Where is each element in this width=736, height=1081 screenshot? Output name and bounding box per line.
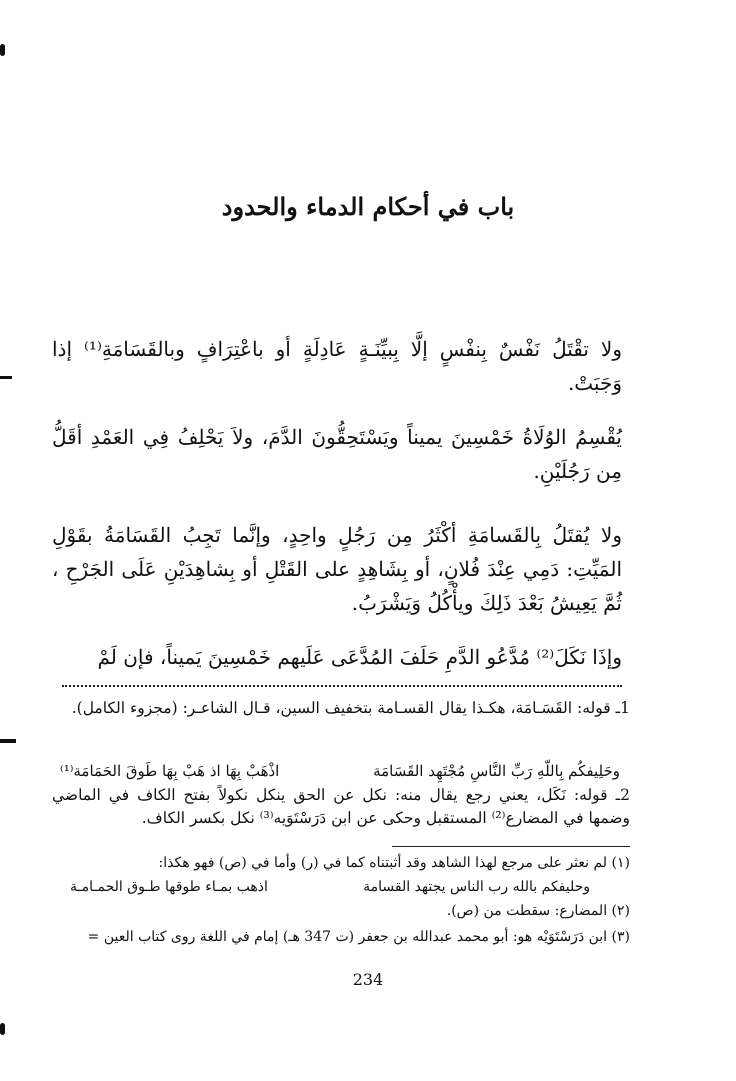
footnote-2: 2ـ قوله: نَكَل، يعني رجع يقال منه: نكل عن الحق ينكل نكولاً بفتح الكاف في الماضي وضمها في المضارع⁽²⁾ المستقبل وحكى عن ابن دَرَسْتَوَيه⁽³⁾ نكل بكسر الكاف. (52, 786, 630, 827)
verse-hemistich: وحليفكم بالله رب الناس يجتهد القسامة (363, 879, 590, 895)
dotted-separator (62, 685, 622, 687)
paragraph-4: وإذَا نَكَلَ⁽²⁾ مُدَّعُو الدَّمِ حَلَفَ المُدَّعَى عَلَيهم خَمْسِينَ يَميناً، فإن لَمْ (97, 645, 622, 669)
verse-hemistich: وحَلِيفكُم بِاللّهِ رَبِّ النَّاسِ مُجْتَهِد القَسَامَة (373, 762, 620, 780)
page-number: 234 (352, 970, 384, 989)
footnote-1: 1ـ قوله: القَسَـامَة، هكـذا يقال القسـامة بتخفيف السين، قـال الشاعـر: (مجزوء الكامل). (71, 699, 630, 717)
scan-edge-mark (0, 739, 16, 743)
editor-note-2: (٢) المضارع: سقطت من (ص). (446, 903, 630, 919)
editor-note-1-verse (70, 876, 590, 898)
verse-hemistich: اذهب بمـاء طوقها طـوق الحمـامـة (70, 879, 268, 895)
paragraph-2: يُقْسِمُ الوُلَاةُ خَمْسِينَ يميناً ويَسْتَحِقُّونَ الدَّمَ، ولاَ يَحْلِفُ فِي العَمْدِ أقَلُّ مِن رَجُلَيْنِ. (52, 425, 622, 483)
footnote-rule (392, 846, 630, 847)
scan-edge-mark (0, 376, 12, 379)
paragraph-3: ولا يُقتَلُ بِالقَسامَةِ أكْثَرُ مِن رَجُلٍ واحِدٍ، وإنَّما تَجِبُ القَسَامَةُ بقَوْلِ المَيِّتِ: دَمِي عِنْدَ فُلانٍ، أو بِشَاهِدٍ على القَتْلِ أو بِشاهِدَيْنِ عَلَى الجَرْحِ ، ثُمَّ يَعِيشُ بَعْدَ ذَلِكَ ويأْكُلُ وَيَشْرَبُ. (52, 523, 622, 615)
editor-note-1: (١) لم نعثر على مرجع لهذا الشاهد وقد أثبتناه كما في (ر) وأما في (ص) فهو هكذا: (158, 855, 630, 871)
chapter-title: باب في أحكام الدماء والحدود (221, 192, 515, 221)
footnote-1-verse (60, 760, 620, 782)
verse-hemistich: اذْهَبْ بِهَا اذ هَبْ بِهَا طَوقَ الحَمَامَة⁽¹⁾ (60, 762, 280, 780)
editor-note-3: (٣) ابن دَرَسْتَوَيْه هو: أبو محمد عبدالله بن جعفر (ت 347 هـ) إمام في اللغة روى كتاب العين = (87, 929, 630, 945)
paragraph-1: ولا تقْتَلُ نَفْسٌ بِنفْسٍ إلَّا بِبيِّنَـةٍ عَادِلَةٍ أو باعْتِرَافٍ وبالقَسَامَةِ⁽¹⁾ إذا وَجَبَتْ. (52, 337, 622, 395)
scan-edge-mark (0, 1023, 5, 1035)
scan-edge-mark (0, 44, 5, 56)
